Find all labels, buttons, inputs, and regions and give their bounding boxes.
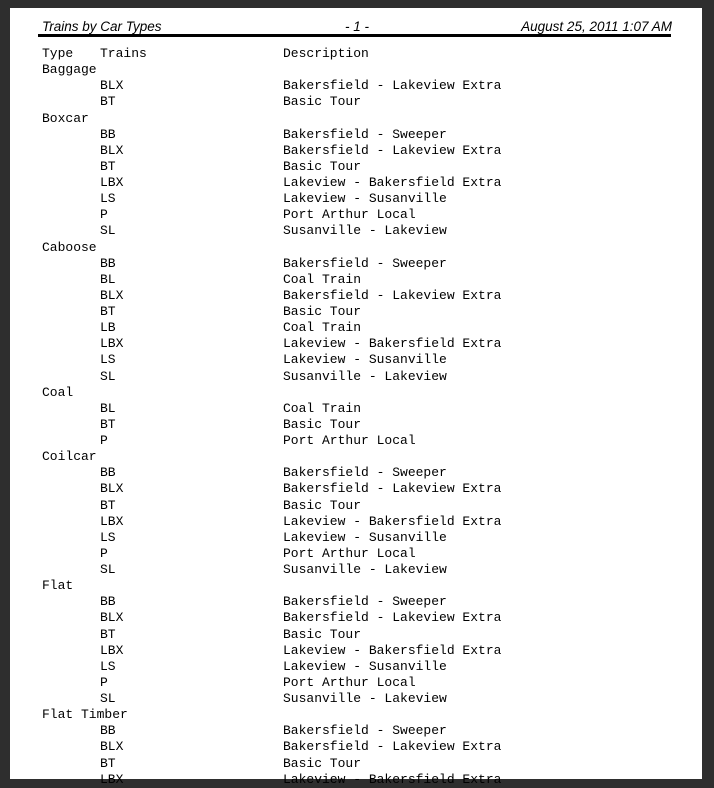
table-row [42,78,702,94]
row-type-spacer [42,610,100,626]
table-row [42,352,702,368]
train-description: Coal Train [283,271,362,287]
report-page [10,8,702,787]
row-type-spacer [42,78,100,94]
row-type-spacer [42,530,100,546]
table-row [42,610,702,626]
row-type-spacer [42,417,100,433]
train-description: Bakersfield - Lakeview Extra [283,287,502,303]
row-type-spacer [42,739,100,755]
column-headers [42,46,702,62]
row-type-spacer [42,723,100,739]
train-code: P [100,545,108,561]
row-type-spacer [42,772,100,788]
row-type-spacer [42,272,100,288]
report-timestamp: August 25, 2011 1:07 AM [521,19,673,34]
table-row [42,433,702,449]
train-description: Basic Tour [283,416,362,432]
train-description: Susanville - Lakeview [283,223,447,239]
train-description: Lakeview - Bakersfield Extra [283,175,502,190]
train-code: SL [100,368,116,384]
train-description: Port Arthur Local [283,674,416,690]
train-code: BB [100,723,116,739]
row-type-spacer [42,288,100,304]
table-row [42,159,702,175]
train-code: BB [100,465,116,481]
train-code: LB [100,320,116,336]
page-number: - 1 - [345,19,370,34]
car-type-group-header: Flat Timber [42,707,128,723]
train-description: Lakeview - Susanville [283,191,447,207]
train-code: LBX [100,642,124,658]
train-description: Lakeview - Bakersfield Extra [283,336,502,352]
train-code: BT [100,497,116,513]
table-row [42,143,702,159]
table-row [42,175,702,191]
train-description: Bakersfield - Lakeview Extra [283,610,502,626]
row-type-spacer [42,691,100,707]
table-row [42,127,702,143]
report-rows [42,62,702,788]
row-type-spacer [42,562,100,578]
header-rule [38,34,671,37]
train-code: SL [100,691,116,706]
report-title: Trains by Car Types [42,19,162,34]
train-description: Bakersfield - Sweeper [283,255,447,271]
train-description: Basic Tour [283,497,362,513]
row-type-spacer [42,94,100,110]
row-type-spacer [42,369,100,385]
table-row [42,546,702,562]
train-description: Bakersfield - Lakeview Extra [283,78,502,94]
row-type-spacer [42,256,100,272]
train-code: BT [100,94,116,110]
table-row [42,256,702,272]
car-type-group-header: Coilcar [42,449,97,465]
train-description: Lakeview - Bakersfield Extra [283,513,502,529]
column-header-trains: Trains [100,46,147,61]
table-row [42,627,702,643]
table-row [42,401,702,417]
row-type-spacer [42,127,100,143]
train-code: LS [100,352,116,368]
car-type-group-header: Flat [42,578,74,594]
train-description: Bakersfield - Sweeper [283,723,447,739]
train-description: Susanville - Lakeview [283,368,447,384]
table-row [42,288,702,304]
table-row [42,514,702,530]
row-type-spacer [42,756,100,772]
table-row [42,465,702,481]
row-type-spacer [42,659,100,675]
train-code: LBX [100,771,124,787]
table-row [42,191,702,207]
column-header-type: Type [42,46,74,61]
train-code: BT [100,158,116,174]
table-row [42,772,702,788]
table-row [42,530,702,546]
train-description: Basic Tour [283,626,362,642]
table-row [42,594,702,610]
table-row [42,417,702,433]
row-type-spacer [42,143,100,159]
train-code: SL [100,223,116,239]
table-row [42,94,702,110]
train-code: LS [100,191,116,207]
row-type-spacer [42,304,100,320]
row-type-spacer [42,498,100,514]
table-row [42,320,702,336]
car-type-group-header: Baggage [42,62,97,78]
train-description: Susanville - Lakeview [283,691,447,706]
table-row [42,223,702,239]
table-row [42,272,702,288]
row-type-spacer [42,643,100,659]
row-type-spacer [42,401,100,417]
row-type-spacer [42,433,100,449]
train-description: Coal Train [283,400,362,416]
row-type-spacer [42,514,100,530]
table-row [42,675,702,691]
train-description: Bakersfield - Lakeview Extra [283,142,502,158]
table-row [42,369,702,385]
table-row [42,739,702,755]
train-code: LBX [100,513,124,529]
train-description: Bakersfield - Sweeper [283,126,447,142]
table-row [42,498,702,514]
train-code: BT [100,416,116,432]
row-type-spacer [42,465,100,481]
row-type-spacer [42,191,100,207]
row-type-spacer [42,352,100,368]
train-description: Basic Tour [283,158,362,174]
train-code: BL [100,271,116,287]
train-code: BB [100,126,116,142]
train-description: Lakeview - Susanville [283,529,447,545]
train-description: Lakeview - Susanville [283,352,447,368]
row-type-spacer [42,336,100,352]
train-description: Basic Tour [283,94,362,110]
table-row [42,643,702,659]
train-code: LBX [100,336,124,352]
train-code: LBX [100,175,124,190]
table-row [42,659,702,675]
table-row [42,723,702,739]
car-type-group-header: Caboose [42,239,97,255]
car-type-group-header: Coal [42,384,74,400]
row-type-spacer [42,627,100,643]
column-header-description: Description [283,46,369,61]
train-description: Port Arthur Local [283,545,416,561]
train-code: BLX [100,78,124,94]
train-description: Bakersfield - Sweeper [283,465,447,481]
train-description: Port Arthur Local [283,433,416,448]
row-type-spacer [42,159,100,175]
train-code: LS [100,658,116,674]
train-code: BLX [100,287,124,303]
train-code: P [100,433,108,448]
train-code: BB [100,594,116,610]
row-type-spacer [42,175,100,191]
train-code: BLX [100,739,124,755]
table-row [42,304,702,320]
train-description: Port Arthur Local [283,207,416,223]
train-code: P [100,207,108,223]
row-type-spacer [42,675,100,691]
row-type-spacer [42,481,100,497]
report-body [42,46,702,788]
train-code: BT [100,755,116,771]
train-code: P [100,674,108,690]
train-description: Coal Train [283,320,362,336]
train-code: SL [100,562,116,577]
train-code: LS [100,529,116,545]
row-type-spacer [42,546,100,562]
train-description: Lakeview - Bakersfield Extra [283,642,502,658]
train-description: Bakersfield - Lakeview Extra [283,481,502,497]
row-type-spacer [42,320,100,336]
train-description: Susanville - Lakeview [283,562,447,577]
table-row [42,562,702,578]
table-row [42,756,702,772]
table-row [42,481,702,497]
train-code: BT [100,626,116,642]
train-description: Bakersfield - Lakeview Extra [283,739,502,755]
train-description: Basic Tour [283,755,362,771]
row-type-spacer [42,223,100,239]
train-code: BLX [100,481,124,497]
train-code: BLX [100,142,124,158]
car-type-group-header: Boxcar [42,110,89,126]
train-description: Bakersfield - Sweeper [283,594,447,610]
table-row [42,691,702,707]
train-description: Basic Tour [283,304,362,319]
train-code: BT [100,304,116,319]
row-type-spacer [42,594,100,610]
train-code: BB [100,255,116,271]
train-code: BL [100,400,116,416]
train-description: Lakeview - Bakersfield Extra [283,771,502,787]
table-row [42,336,702,352]
table-row [42,207,702,223]
train-description: Lakeview - Susanville [283,658,447,674]
train-code: BLX [100,610,124,626]
row-type-spacer [42,207,100,223]
